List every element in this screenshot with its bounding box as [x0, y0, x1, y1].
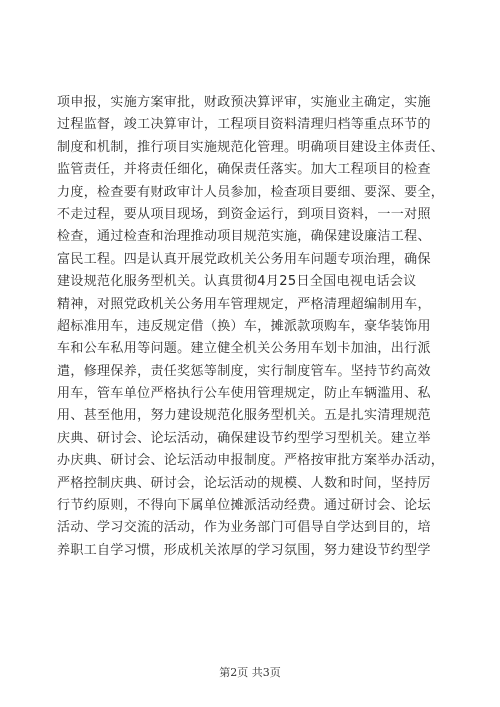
text-line: 车和公车私用等问题。建立健全机关公务用车划卡加油，出行派	[57, 341, 431, 357]
text-line: 遣，修理保养，责任奖惩等制度，实行制度管车。坚持节约高效	[57, 363, 431, 379]
text-line: 用车，管车单位严格执行公车使用管理规定，防止车辆滥用、私	[57, 386, 431, 402]
text-line: 建设规范化服务型机关。认真贯彻4月25日全国电视电话会议	[57, 274, 417, 290]
text-line: 超标准用车，违反规定借（换）车，摊派款项购车，豪华装饰用	[57, 318, 431, 334]
text-line: 不走过程，要从项目现场，到资金运行，到项目资料，一一对照	[57, 206, 431, 222]
text-line: 项申报，实施方案审批，财政预决算评审，实施业主确定，实施	[57, 95, 431, 110]
text-line: 活动、学习交流的活动，作为业务部门可倡导自学达到目的，培	[57, 520, 431, 536]
text-line: 庆典、研讨会、论坛活动，确保建设节约型学习型机关。建立举	[57, 430, 431, 446]
text-line: 过程监督，竣工决算审计，工程项目资料清理归档等重点环节的	[57, 117, 431, 133]
text-line: 办庆典、研讨会、论坛活动申报制度。严格按审批方案举办活动，	[57, 453, 445, 469]
text-line: 养职工自学习惯，形成机关浓厚的学习氛围，努力建设节约型学	[57, 542, 431, 558]
text-line: 用、甚至他用，努力建设规范化服务型机关。五是扎实清理规范	[57, 408, 431, 424]
text-line: 力度，检查要有财政审计人员参加，检查项目要细、要深、要全，	[57, 184, 445, 200]
text-line: 制度和机制，推行项目实施规范化管理。明确项目建设主体责任、	[57, 139, 445, 155]
text-line: 行节约原则，不得向下属单位摊派活动经费。通过研讨会、论坛	[57, 498, 431, 514]
text-line: 富民工程。四是认真开展党政机关公务用车问题专项治理，确保	[57, 251, 431, 267]
text-line: 精神，对照党政机关公务用车管理规定，严格清理超编制用车，	[57, 296, 431, 312]
text-line: 严格控制庆典、研讨会，论坛活动的规模、人数和时间，坚持厉	[57, 475, 431, 491]
page-number-footer: 第2页 共3页	[219, 666, 281, 679]
document-body	[57, 92, 447, 562]
text-line: 监管责任，并将责任细化，确保责任落实。加大工程项目的检查	[57, 162, 431, 178]
text-line: 检查，通过检查和治理推动项目规范实施，确保建设廉洁工程、	[57, 229, 431, 245]
